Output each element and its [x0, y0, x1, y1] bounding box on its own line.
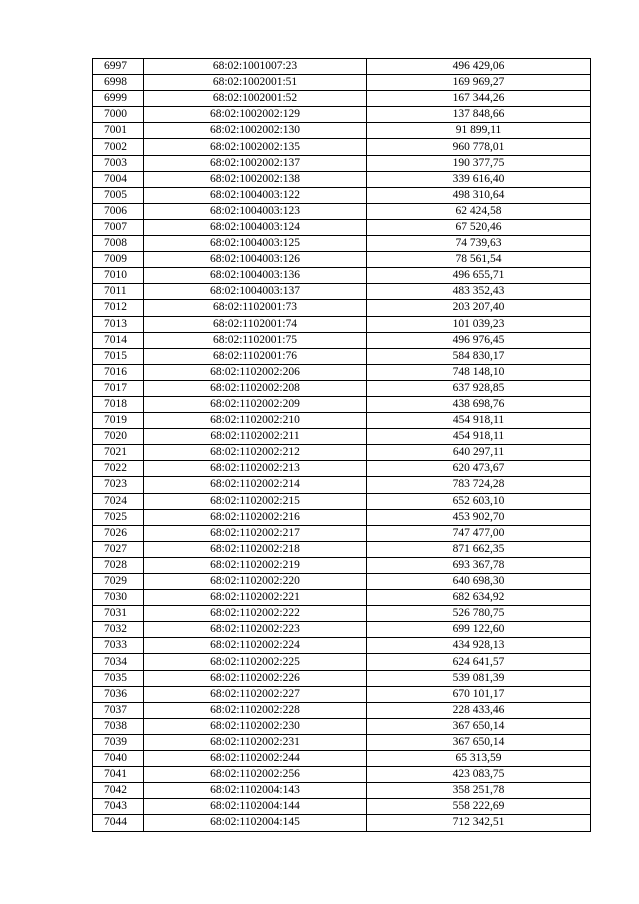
cadastral-number-cell: 68:02:1102002:230 — [144, 718, 367, 734]
cadastral-number-cell: 68:02:1102002:222 — [144, 606, 367, 622]
cadastral-number-cell: 68:02:1004003:126 — [144, 252, 367, 268]
row-number-cell: 7017 — [93, 380, 144, 396]
row-number-cell: 7006 — [93, 203, 144, 219]
row-number-cell: 7034 — [93, 654, 144, 670]
row-number-cell: 7027 — [93, 541, 144, 557]
cadastral-number-cell: 68:02:1102002:206 — [144, 364, 367, 380]
cadastral-number-cell: 68:02:1102001:76 — [144, 348, 367, 364]
cadastral-value-cell: 62 424,58 — [367, 203, 591, 219]
table-row — [93, 734, 591, 750]
row-number-cell: 7031 — [93, 606, 144, 622]
cadastral-number-cell: 68:02:1102002:221 — [144, 590, 367, 606]
table-row — [93, 461, 591, 477]
table-row — [93, 364, 591, 380]
table-row — [93, 525, 591, 541]
cadastral-number-cell: 68:02:1102002:211 — [144, 429, 367, 445]
table-row — [93, 348, 591, 364]
table-row — [93, 509, 591, 525]
row-number-cell: 7020 — [93, 429, 144, 445]
row-number-cell: 7014 — [93, 332, 144, 348]
cadastral-number-cell: 68:02:1102002:244 — [144, 751, 367, 767]
row-number-cell: 7032 — [93, 622, 144, 638]
row-number-cell: 6998 — [93, 75, 144, 91]
cadastral-value-cell: 453 902,70 — [367, 509, 591, 525]
table-row — [93, 493, 591, 509]
row-number-cell: 7021 — [93, 445, 144, 461]
cadastral-number-cell: 68:02:1102004:145 — [144, 815, 367, 831]
row-number-cell: 7036 — [93, 686, 144, 702]
table-row — [93, 252, 591, 268]
cadastral-number-cell: 68:02:1102002:210 — [144, 413, 367, 429]
table-row — [93, 91, 591, 107]
cadastral-number-cell: 68:02:1004003:137 — [144, 284, 367, 300]
row-number-cell: 7019 — [93, 413, 144, 429]
row-number-cell: 7033 — [93, 638, 144, 654]
row-number-cell: 7004 — [93, 171, 144, 187]
row-number-cell: 7008 — [93, 236, 144, 252]
row-number-cell: 7043 — [93, 799, 144, 815]
row-number-cell: 7041 — [93, 767, 144, 783]
table-row — [93, 445, 591, 461]
table-row — [93, 268, 591, 284]
cadastral-value-cell: 203 207,40 — [367, 300, 591, 316]
cadastral-number-cell: 68:02:1102002:215 — [144, 493, 367, 509]
cadastral-number-cell: 68:02:1004003:123 — [144, 203, 367, 219]
table-row — [93, 413, 591, 429]
table-body — [93, 59, 591, 832]
cadastral-number-cell: 68:02:1102002:217 — [144, 525, 367, 541]
table-row — [93, 300, 591, 316]
cadastral-number-cell: 68:02:1002002:130 — [144, 123, 367, 139]
cadastral-number-cell: 68:02:1002002:135 — [144, 139, 367, 155]
cadastral-value-cell: 747 477,00 — [367, 525, 591, 541]
cadastral-value-cell: 339 616,40 — [367, 171, 591, 187]
cadastral-value-cell: 640 698,30 — [367, 574, 591, 590]
cadastral-number-cell: 68:02:1102002:216 — [144, 509, 367, 525]
table-row — [93, 557, 591, 573]
table-row — [93, 171, 591, 187]
row-number-cell: 7023 — [93, 477, 144, 493]
row-number-cell: 7005 — [93, 187, 144, 203]
table-row — [93, 155, 591, 171]
table-row — [93, 284, 591, 300]
row-number-cell: 7025 — [93, 509, 144, 525]
row-number-cell: 7042 — [93, 783, 144, 799]
table-row — [93, 139, 591, 155]
cadastral-value-cell: 498 310,64 — [367, 187, 591, 203]
row-number-cell: 7015 — [93, 348, 144, 364]
cadastral-value-cell: 693 367,78 — [367, 557, 591, 573]
cadastral-value-cell: 423 083,75 — [367, 767, 591, 783]
cadastral-number-cell: 68:02:1102002:224 — [144, 638, 367, 654]
row-number-cell: 7024 — [93, 493, 144, 509]
cadastral-value-cell: 78 561,54 — [367, 252, 591, 268]
row-number-cell: 7002 — [93, 139, 144, 155]
cadastral-value-cell: 67 520,46 — [367, 219, 591, 235]
cadastral-value-cell: 640 297,11 — [367, 445, 591, 461]
row-number-cell: 7039 — [93, 734, 144, 750]
row-number-cell: 6997 — [93, 59, 144, 75]
table-row — [93, 751, 591, 767]
cadastral-value-cell: 624 641,57 — [367, 654, 591, 670]
cadastral-value-cell: 454 918,11 — [367, 413, 591, 429]
table-row — [93, 718, 591, 734]
table-row — [93, 638, 591, 654]
cadastral-number-cell: 68:02:1001007:23 — [144, 59, 367, 75]
table-row — [93, 574, 591, 590]
cadastral-number-cell: 68:02:1102004:143 — [144, 783, 367, 799]
row-number-cell: 7022 — [93, 461, 144, 477]
row-number-cell: 7011 — [93, 284, 144, 300]
cadastral-value-cell: 367 650,14 — [367, 734, 591, 750]
table-row — [93, 606, 591, 622]
cadastral-number-cell: 68:02:1004003:136 — [144, 268, 367, 284]
cadastral-number-cell: 68:02:1102002:231 — [144, 734, 367, 750]
row-number-cell: 7029 — [93, 574, 144, 590]
cadastral-value-cell: 496 655,71 — [367, 268, 591, 284]
cadastral-value-cell: 169 969,27 — [367, 75, 591, 91]
cadastral-number-cell: 68:02:1004003:124 — [144, 219, 367, 235]
table-row — [93, 654, 591, 670]
cadastral-number-cell: 68:02:1102002:219 — [144, 557, 367, 573]
cadastral-number-cell: 68:02:1002001:51 — [144, 75, 367, 91]
cadastral-number-cell: 68:02:1102002:212 — [144, 445, 367, 461]
row-number-cell: 7037 — [93, 702, 144, 718]
cadastral-number-cell: 68:02:1102002:223 — [144, 622, 367, 638]
row-number-cell: 7026 — [93, 525, 144, 541]
cadastral-value-cell: 682 634,92 — [367, 590, 591, 606]
table-row — [93, 622, 591, 638]
table-row — [93, 686, 591, 702]
row-number-cell: 7035 — [93, 670, 144, 686]
table-row — [93, 767, 591, 783]
cadastral-value-cell: 190 377,75 — [367, 155, 591, 171]
table-row — [93, 59, 591, 75]
table-row — [93, 783, 591, 799]
cadastral-value-cell: 699 122,60 — [367, 622, 591, 638]
row-number-cell: 7040 — [93, 751, 144, 767]
cadastral-value-cell: 74 739,63 — [367, 236, 591, 252]
cadastral-value-cell: 228 433,46 — [367, 702, 591, 718]
row-number-cell: 7010 — [93, 268, 144, 284]
table-row — [93, 541, 591, 557]
cadastral-value-cell: 101 039,23 — [367, 316, 591, 332]
cadastral-number-cell: 68:02:1102002:208 — [144, 380, 367, 396]
cadastral-value-cell: 65 313,59 — [367, 751, 591, 767]
table-row — [93, 799, 591, 815]
row-number-cell: 7018 — [93, 396, 144, 412]
cadastral-value-cell: 496 976,45 — [367, 332, 591, 348]
table-row — [93, 590, 591, 606]
row-number-cell: 7009 — [93, 252, 144, 268]
table-row — [93, 702, 591, 718]
cadastral-number-cell: 68:02:1002002:129 — [144, 107, 367, 123]
cadastral-value-cell: 871 662,35 — [367, 541, 591, 557]
cadastral-value-cell: 620 473,67 — [367, 461, 591, 477]
table-row — [93, 477, 591, 493]
cadastral-number-cell: 68:02:1102002:225 — [144, 654, 367, 670]
table-row — [93, 187, 591, 203]
table-row — [93, 236, 591, 252]
table-row — [93, 332, 591, 348]
row-number-cell: 6999 — [93, 91, 144, 107]
table-row — [93, 429, 591, 445]
table-row — [93, 75, 591, 91]
cadastral-value-table — [92, 58, 591, 832]
cadastral-value-cell: 137 848,66 — [367, 107, 591, 123]
cadastral-value-cell: 438 698,76 — [367, 396, 591, 412]
row-number-cell: 7001 — [93, 123, 144, 139]
row-number-cell: 7028 — [93, 557, 144, 573]
cadastral-value-cell: 637 928,85 — [367, 380, 591, 396]
table-row — [93, 396, 591, 412]
row-number-cell: 7016 — [93, 364, 144, 380]
table-row — [93, 815, 591, 831]
cadastral-value-cell: 167 344,26 — [367, 91, 591, 107]
cadastral-value-cell: 712 342,51 — [367, 815, 591, 831]
table-row — [93, 219, 591, 235]
cadastral-number-cell: 68:02:1002002:138 — [144, 171, 367, 187]
table-row — [93, 107, 591, 123]
cadastral-value-cell: 670 101,17 — [367, 686, 591, 702]
cadastral-number-cell: 68:02:1102004:144 — [144, 799, 367, 815]
table-row — [93, 316, 591, 332]
cadastral-value-cell: 960 778,01 — [367, 139, 591, 155]
cadastral-number-cell: 68:02:1102002:256 — [144, 767, 367, 783]
cadastral-number-cell: 68:02:1102002:227 — [144, 686, 367, 702]
cadastral-value-cell: 748 148,10 — [367, 364, 591, 380]
cadastral-value-cell: 358 251,78 — [367, 783, 591, 799]
table-row — [93, 203, 591, 219]
table-row — [93, 123, 591, 139]
row-number-cell: 7044 — [93, 815, 144, 831]
cadastral-number-cell: 68:02:1102002:213 — [144, 461, 367, 477]
cadastral-value-cell: 526 780,75 — [367, 606, 591, 622]
cadastral-value-cell: 558 222,69 — [367, 799, 591, 815]
cadastral-value-cell: 652 603,10 — [367, 493, 591, 509]
row-number-cell: 7030 — [93, 590, 144, 606]
cadastral-value-cell: 91 899,11 — [367, 123, 591, 139]
row-number-cell: 7007 — [93, 219, 144, 235]
cadastral-number-cell: 68:02:1002001:52 — [144, 91, 367, 107]
cadastral-value-cell: 454 918,11 — [367, 429, 591, 445]
cadastral-number-cell: 68:02:1102001:75 — [144, 332, 367, 348]
cadastral-number-cell: 68:02:1002002:137 — [144, 155, 367, 171]
cadastral-value-cell: 783 724,28 — [367, 477, 591, 493]
cadastral-number-cell: 68:02:1102002:220 — [144, 574, 367, 590]
cadastral-value-cell: 367 650,14 — [367, 718, 591, 734]
cadastral-number-cell: 68:02:1102001:74 — [144, 316, 367, 332]
row-number-cell: 7038 — [93, 718, 144, 734]
cadastral-number-cell: 68:02:1102002:218 — [144, 541, 367, 557]
cadastral-value-cell: 539 081,39 — [367, 670, 591, 686]
cadastral-value-cell: 496 429,06 — [367, 59, 591, 75]
row-number-cell: 7013 — [93, 316, 144, 332]
cadastral-number-cell: 68:02:1004003:125 — [144, 236, 367, 252]
cadastral-value-cell: 483 352,43 — [367, 284, 591, 300]
row-number-cell: 7000 — [93, 107, 144, 123]
table-row — [93, 670, 591, 686]
table-row — [93, 380, 591, 396]
row-number-cell: 7003 — [93, 155, 144, 171]
cadastral-number-cell: 68:02:1102001:73 — [144, 300, 367, 316]
row-number-cell: 7012 — [93, 300, 144, 316]
cadastral-value-cell: 584 830,17 — [367, 348, 591, 364]
cadastral-number-cell: 68:02:1004003:122 — [144, 187, 367, 203]
cadastral-number-cell: 68:02:1102002:214 — [144, 477, 367, 493]
cadastral-value-cell: 434 928,13 — [367, 638, 591, 654]
cadastral-number-cell: 68:02:1102002:226 — [144, 670, 367, 686]
cadastral-number-cell: 68:02:1102002:228 — [144, 702, 367, 718]
cadastral-number-cell: 68:02:1102002:209 — [144, 396, 367, 412]
